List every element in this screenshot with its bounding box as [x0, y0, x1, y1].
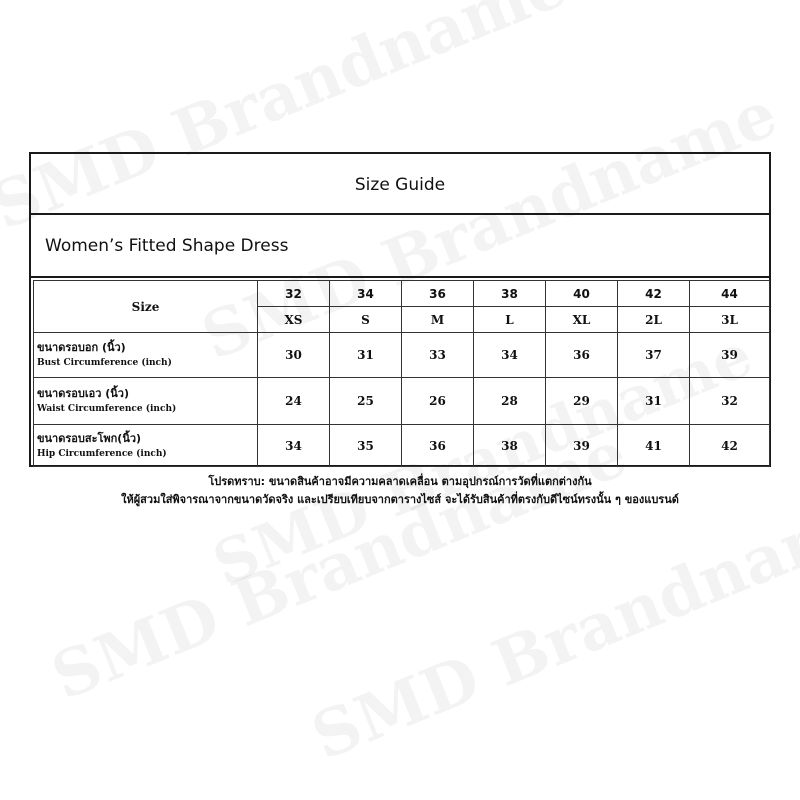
- bust-value: 39: [690, 333, 770, 378]
- hip-value: 36: [402, 425, 474, 467]
- bust-value: 36: [546, 333, 618, 378]
- bust-label-thai: ขนาดรอบอก (นิ้ว): [37, 341, 126, 354]
- hip-value: 39: [546, 425, 618, 467]
- size-note-line-2: ให้ผู้สวมใส่พิจารณาจากขนาดวัดจริง และเปรียบเทียบจากตารางไซส์ จะได้รับสินค้าที่ตรงกับดีไซน์ทรงนั้น ๆ ของแบรนด์: [121, 493, 679, 506]
- numeric-size-cell: 40: [546, 281, 618, 307]
- numeric-size-cell: 42: [618, 281, 690, 307]
- waist-value: 24: [258, 378, 330, 425]
- hip-value: 34: [258, 425, 330, 467]
- numeric-size-cell: 34: [330, 281, 402, 307]
- bust-label-english: Bust Circumference (inch): [37, 358, 172, 368]
- bust-value: 37: [618, 333, 690, 378]
- hip-value: 42: [690, 425, 770, 467]
- waist-row: [34, 378, 770, 425]
- waist-value: 28: [474, 378, 546, 425]
- waist-value: 26: [402, 378, 474, 425]
- hip-label: [34, 425, 258, 467]
- hip-label-thai: ขนาดรอบสะโพก(นิ้ว): [37, 431, 142, 445]
- numeric-size-row: [34, 281, 770, 307]
- letter-size-cell: 2L: [618, 307, 690, 333]
- bust-label: [34, 333, 258, 378]
- waist-label-thai: ขนาดรอบเอว (นิ้ว): [37, 387, 129, 400]
- waist-value: 32: [690, 378, 770, 425]
- waist-value: 25: [330, 378, 402, 425]
- hip-value: 38: [474, 425, 546, 467]
- hip-label-english: Hip Circumference (inch): [37, 448, 167, 459]
- letter-size-cell: XL: [546, 307, 618, 333]
- letter-size-cell: S: [330, 307, 402, 333]
- bust-value: 31: [330, 333, 402, 378]
- bust-row: [34, 333, 770, 378]
- hip-value: 41: [618, 425, 690, 467]
- numeric-size-cell: 44: [690, 281, 770, 307]
- size-table: [33, 280, 770, 467]
- waist-value: 31: [618, 378, 690, 425]
- size-guide-box: [29, 152, 771, 467]
- letter-size-cell: M: [402, 307, 474, 333]
- size-header: Size: [34, 281, 258, 333]
- numeric-size-cell: 38: [474, 281, 546, 307]
- bust-value: 33: [402, 333, 474, 378]
- hip-value: 35: [330, 425, 402, 467]
- size-note-line-1: โปรดทราบ: ขนาดสินค้าอาจมีความคลาดเคลื่อน ตามอุปกรณ์การวัดที่แตกต่างกัน: [208, 475, 592, 488]
- waist-value: 29: [546, 378, 618, 425]
- letter-size-cell: L: [474, 307, 546, 333]
- hip-row: [34, 425, 770, 467]
- watermark: [302, 476, 800, 775]
- size-note: [0, 473, 800, 509]
- waist-label-english: Waist Circumference (inch): [37, 404, 177, 414]
- letter-size-cell: 3L: [690, 307, 770, 333]
- numeric-size-cell: 36: [402, 281, 474, 307]
- size-guide-title: Size Guide: [31, 154, 769, 215]
- waist-label: [34, 378, 258, 425]
- letter-size-cell: XS: [258, 307, 330, 333]
- product-name: Women’s Fitted Shape Dress: [31, 215, 769, 278]
- bust-value: 34: [474, 333, 546, 378]
- numeric-size-cell: 32: [258, 281, 330, 307]
- bust-value: 30: [258, 333, 330, 378]
